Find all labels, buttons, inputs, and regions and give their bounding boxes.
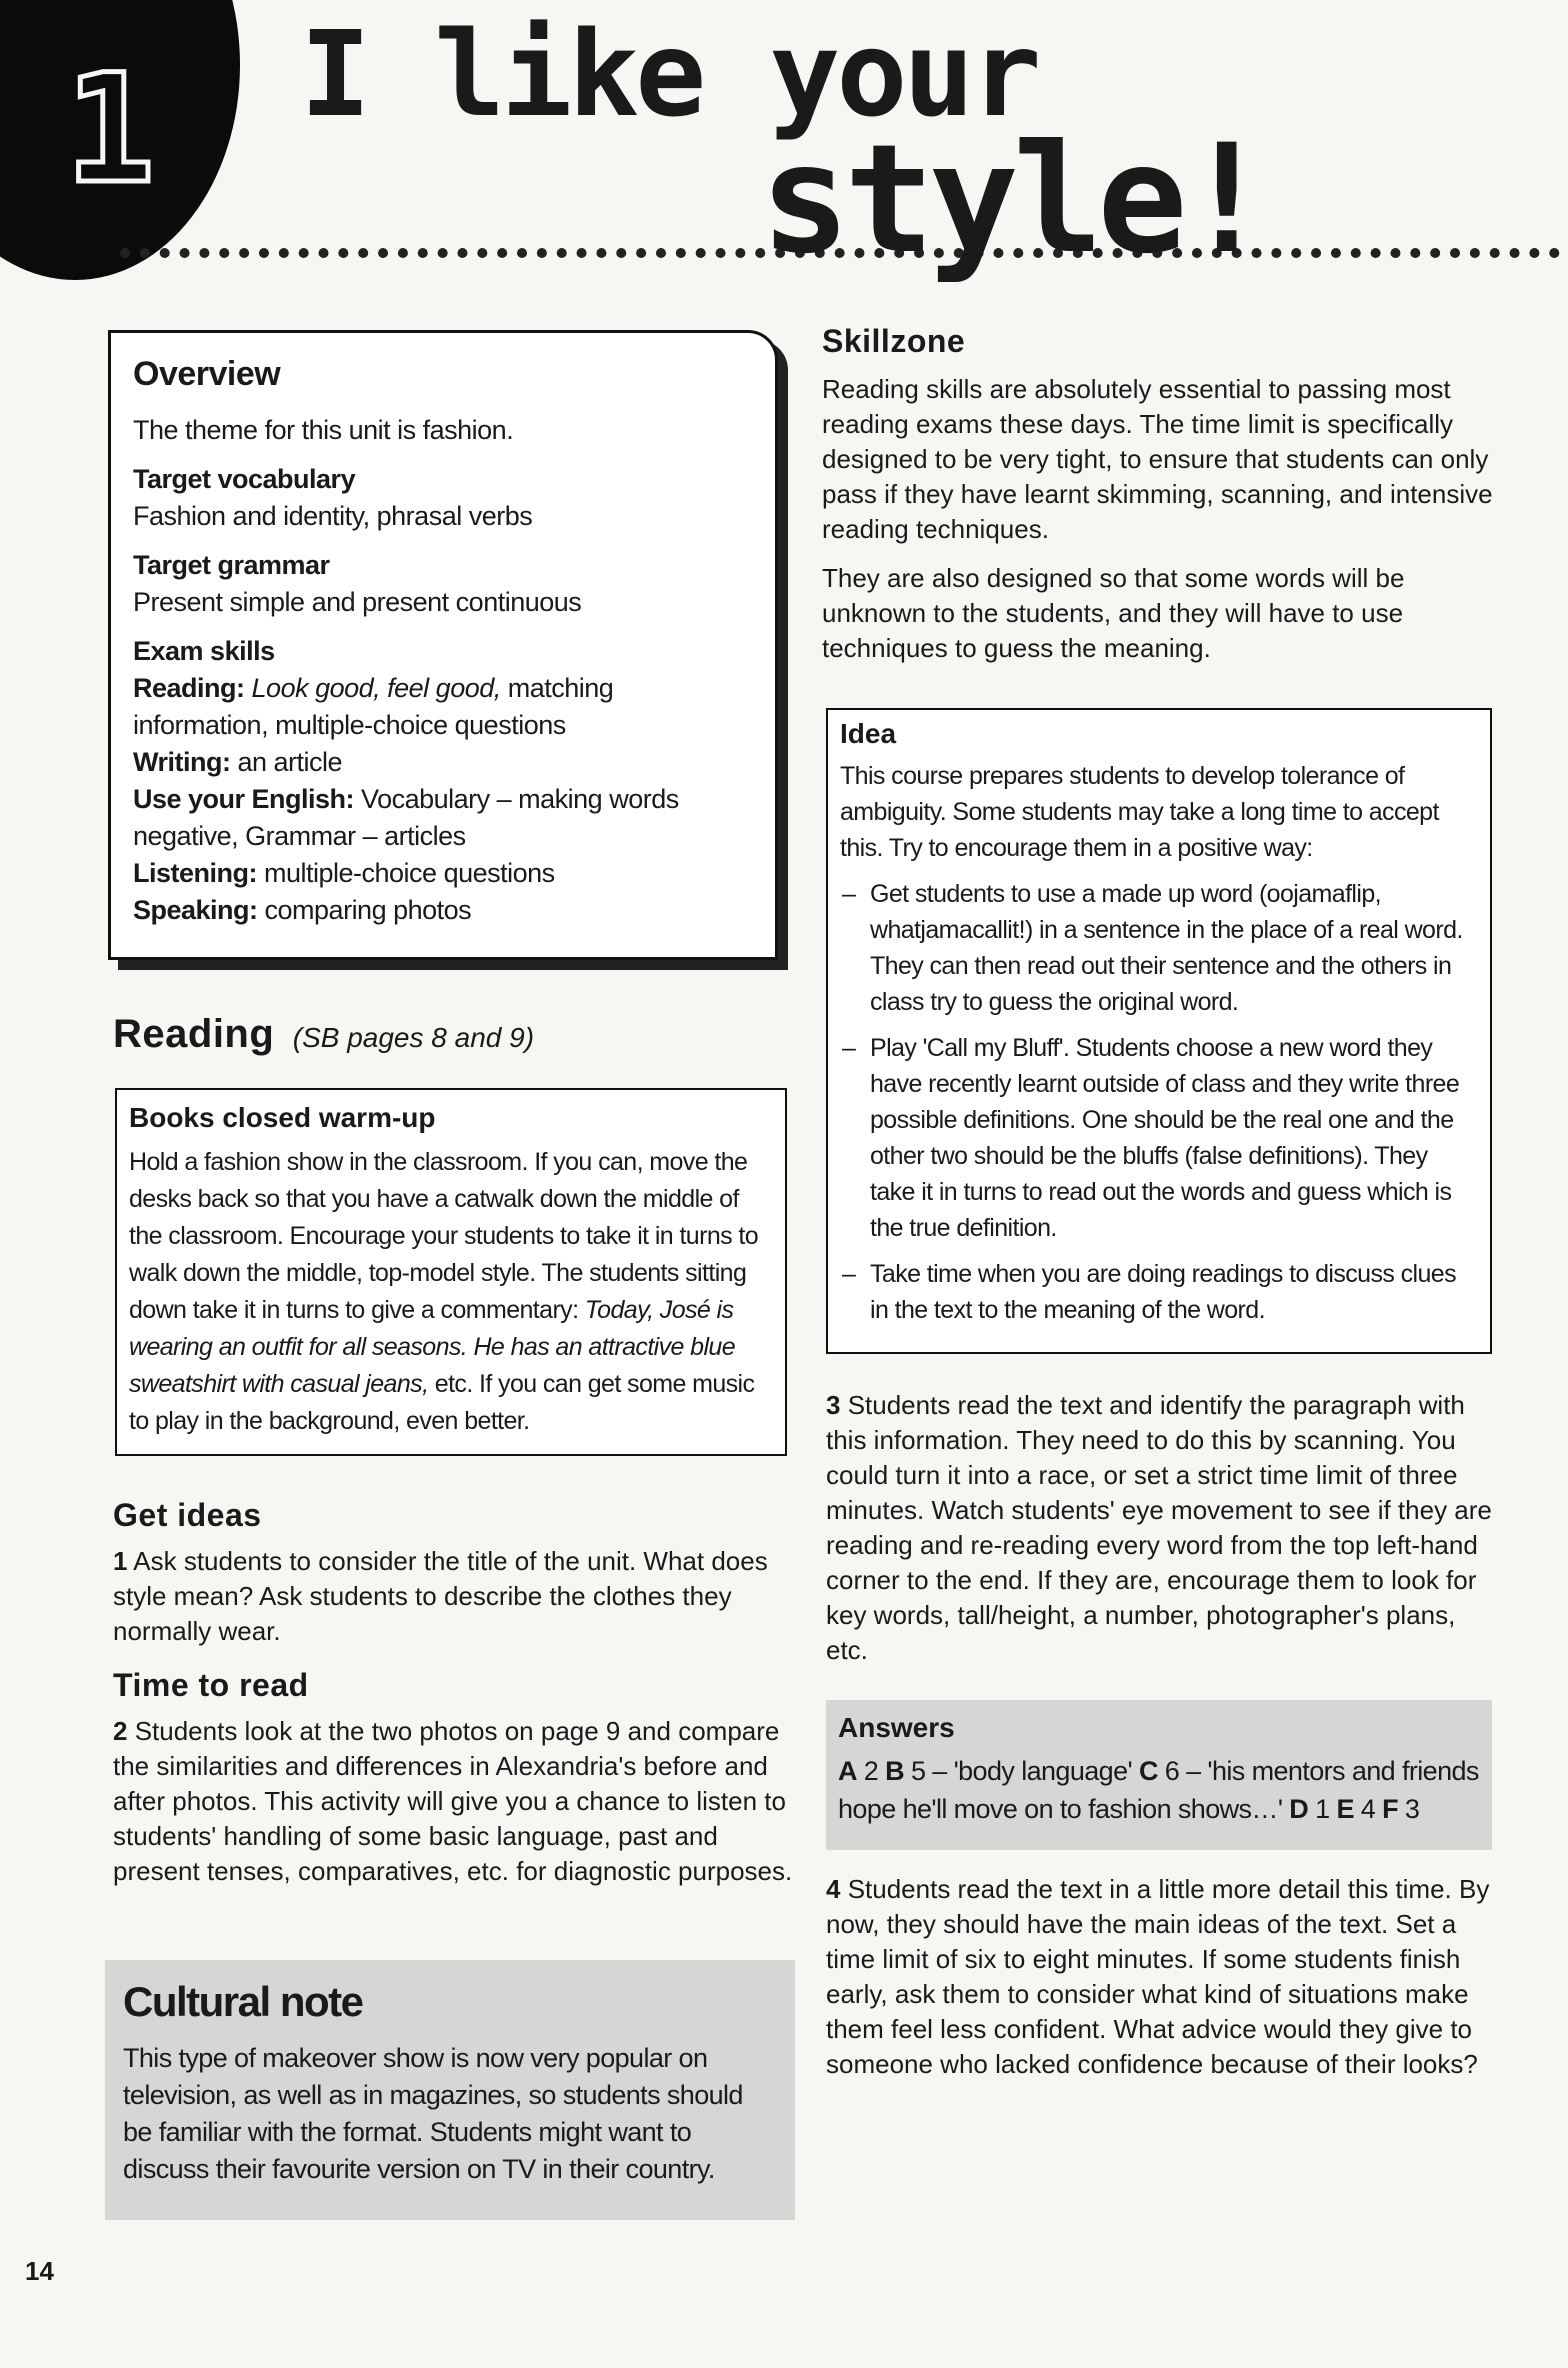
- answer-value: 3: [1398, 1794, 1420, 1824]
- warmup-text-1: Hold a fashion show in the classroom. If you can, move the desks back so that you have a catwalk down the middle of the classroom. Encourage your students to take it in turns to walk down the middle, top-model style. The students sitting down take it in turns to give a commentary:: [129, 1148, 759, 1324]
- reading-title: Look good, feel good,: [251, 673, 501, 703]
- answers-text: [838, 1752, 1480, 1828]
- answer-value: 5 – 'body language': [904, 1756, 1139, 1786]
- get-ideas-section: [113, 1497, 793, 1649]
- speaking-text: comparing photos: [257, 895, 472, 925]
- answer-key: A: [838, 1756, 857, 1786]
- writing-label: Writing:: [133, 747, 231, 777]
- time-to-read-section: [113, 1667, 793, 1889]
- answer-value: 4: [1353, 1794, 1383, 1824]
- page-number: 14: [25, 2256, 54, 2286]
- target-grammar-text: Present simple and present continuous: [133, 587, 582, 617]
- step-number: 3: [826, 1390, 841, 1420]
- overview-target-grammar: [133, 547, 753, 621]
- answer-key: E: [1336, 1794, 1354, 1824]
- warmup-text-2: etc. If you can get some music to play in the background, even better.: [129, 1370, 755, 1435]
- skillzone-p2: They are also designed so that some words will be unknown to the students, and they will have to use techniques to guess the meaning.: [822, 563, 1405, 663]
- reading-rest: matching information, multiple-choice questions: [133, 673, 614, 740]
- overview-theme: The theme for this unit is fashion.: [133, 415, 514, 445]
- reading-section-heading: [113, 1012, 534, 1057]
- listening-text: multiple-choice questions: [257, 858, 555, 888]
- overview-target-vocab: [133, 461, 753, 535]
- warmup-text-italic: Today, José is wearing an outfit for all seasons. He has an attractive blue sweatshirt with casual jeans,: [129, 1296, 736, 1398]
- get-ideas-heading: Get ideas: [113, 1497, 262, 1533]
- exam-writing: [133, 747, 342, 777]
- get-ideas-text: [113, 1544, 793, 1649]
- overview-box: [108, 330, 778, 960]
- exam-skills-label: Exam skills: [133, 636, 275, 666]
- reading-pages: (SB pages 8 and 9): [292, 1022, 535, 1053]
- answer-key: B: [885, 1756, 905, 1786]
- answers-heading: Answers: [838, 1712, 955, 1743]
- answer-key: D: [1289, 1794, 1309, 1824]
- time-to-read-heading: Time to read: [113, 1667, 309, 1703]
- idea-intro: This course prepares students to develop tolerance of ambiguity. Some students may take a long time to accept this. Try to encourage them in a positive way:: [840, 762, 1439, 862]
- target-vocab-text: Fashion and identity, phrasal verbs: [133, 501, 533, 531]
- answer-key: C: [1138, 1756, 1158, 1786]
- exam-listening: [133, 858, 555, 888]
- reading-heading: Reading: [113, 1012, 275, 1056]
- use-english-label: Use your English:: [133, 784, 355, 814]
- time-to-read-text: [113, 1714, 793, 1889]
- warmup-heading: Books closed warm-up: [129, 1102, 436, 1133]
- cultural-note-text: This type of makeover show is now very popular on television, as well as in magazines, so students should be familiar with the format. Students might want to discuss their favourite version on TV in their country.: [123, 2043, 743, 2184]
- use-english-text: Vocabulary – making words negative, Grammar – articles: [133, 784, 679, 851]
- cultural-note-box: [105, 1960, 795, 2220]
- warmup-box: [115, 1088, 787, 1456]
- target-vocab-label: Target vocabulary: [133, 464, 356, 494]
- step3-body: Students read the text and identify the paragraph with this information. They need to do this by scanning. You could turn it into a race, or set a strict time limit of three minutes. Watch students' eye movement to see if they are reading and re-reading every word from the top left-hand corner to the end. If they are, encourage them to look for key words, tall/height, a number, photographer's plans, etc.: [826, 1390, 1492, 1665]
- idea-list: [840, 876, 1478, 1328]
- unit-title-line2: style!: [760, 113, 1266, 287]
- cultural-note-heading: Cultural note: [123, 1978, 363, 2025]
- target-grammar-label: Target grammar: [133, 550, 330, 580]
- unit-number: 1: [64, 43, 156, 217]
- step4-text: [826, 1872, 1496, 2082]
- writing-text: an article: [230, 747, 343, 777]
- answer-value: 1: [1308, 1794, 1337, 1824]
- step-number: 1: [113, 1546, 128, 1576]
- idea-list-item: – Play 'Call my Bluff'. Students choose a new word they have recently learnt outside of class and they write three possible definitions. One should be the real one and the other two should be the bluffs (false definitions). They take it in turns to read out the words and guess which is the true definition.: [840, 1030, 1478, 1246]
- unit-title-line1: I like your: [300, 5, 1038, 143]
- answer-value: 6 – 'his mentors and friends hope he'll move on to fashion shows…': [838, 1756, 1479, 1824]
- idea-list-item: – Get students to use a made up word (oojamaflip, whatjamacallit!) in a sentence in the place of a real word. They can then read out their sentence and the others in class try to guess the original word.: [840, 876, 1478, 1020]
- idea-box: [826, 708, 1492, 1354]
- overview-heading: Overview: [133, 355, 281, 393]
- exam-reading: [133, 673, 613, 740]
- overview-exam-skills: [133, 633, 753, 929]
- speaking-label: Speaking:: [133, 895, 258, 925]
- get-ideas-body: Ask students to consider the title of the unit. What does style mean? Ask students to describe the clothes they normally wear.: [113, 1546, 768, 1646]
- answer-value: 2: [856, 1756, 886, 1786]
- warmup-text: [129, 1144, 773, 1440]
- skillzone-p1: Reading skills are absolutely essential to passing most reading exams these days. The time limit is specifically designed to be very tight, to ensure that students can only pass if they have learnt skimming, scanning, and intensive reading techniques.: [822, 374, 1493, 544]
- time-to-read-body: Students look at the two photos on page 9 and compare the similarities and differences in Alexandria's before and after photos. This activity will give you a chance to listen to students' handling of some basic language, past and present tenses, comparatives, etc. for diagnostic purposes.: [113, 1716, 793, 1886]
- skillzone-heading: Skillzone: [822, 323, 966, 359]
- step4-body: Students read the text in a little more detail this time. By now, they should have the main ideas of the text. Set a time limit of six to eight minutes. If some students finish early, ask them to consider what kind of situations make them feel less confident. What advice would they give to someone who lacked confidence because of their looks?: [826, 1874, 1490, 2079]
- exam-use-english: [133, 784, 679, 851]
- step-number: 2: [113, 1716, 128, 1746]
- answers-box: [826, 1700, 1492, 1850]
- listening-label: Listening:: [133, 858, 257, 888]
- step3-text: [826, 1388, 1496, 1668]
- skillzone-section: [822, 323, 1502, 666]
- idea-list-item: – Take time when you are doing readings to discuss clues in the text to the meaning of the word.: [840, 1256, 1478, 1328]
- step-number: 4: [826, 1874, 841, 1904]
- exam-speaking: [133, 895, 471, 925]
- idea-heading: Idea: [840, 718, 897, 749]
- reading-label: Reading:: [133, 673, 245, 703]
- answer-key: F: [1382, 1794, 1398, 1824]
